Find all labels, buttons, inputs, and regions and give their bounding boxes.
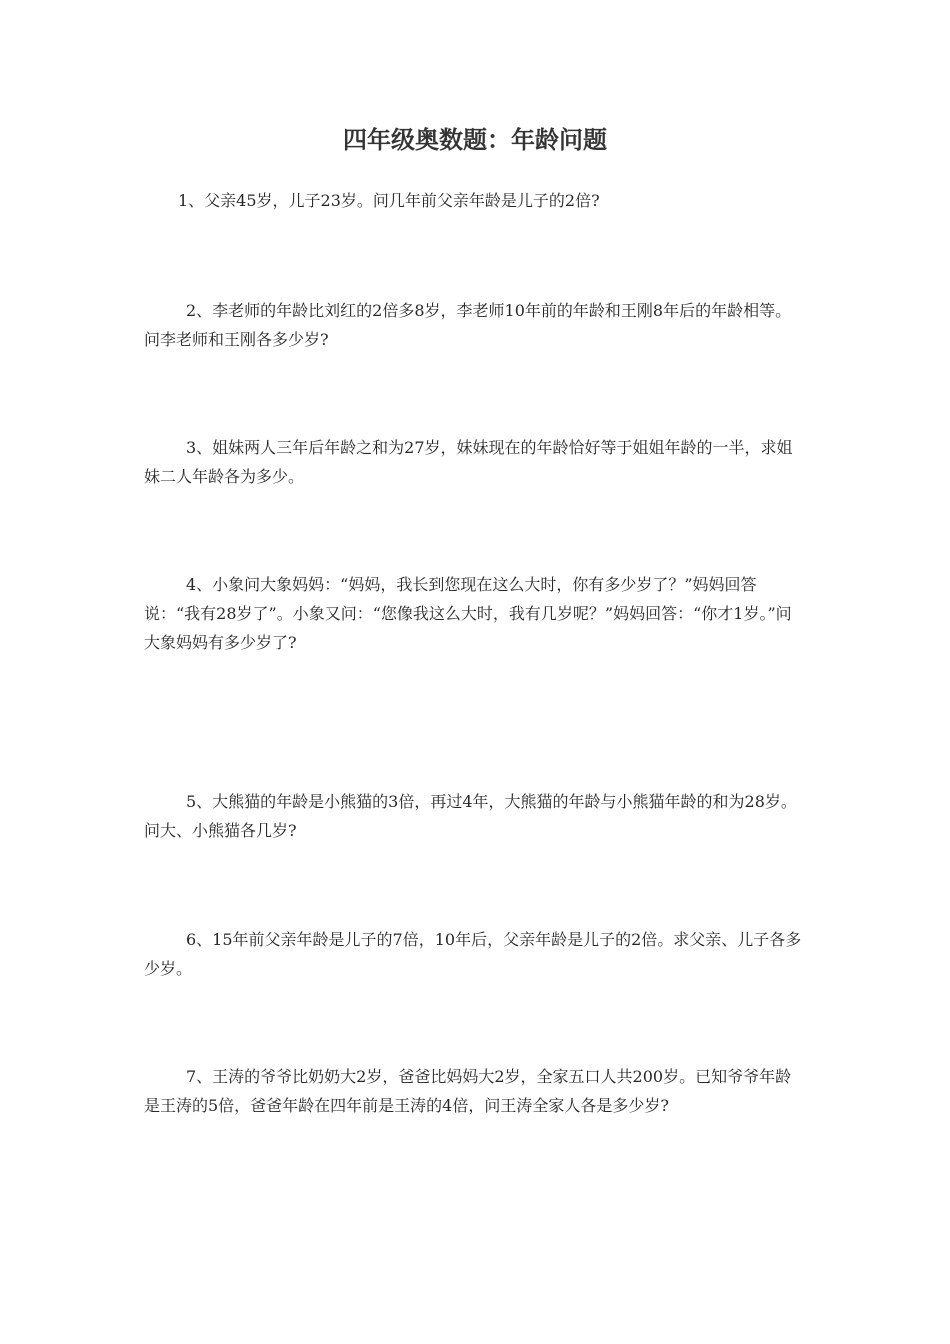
question-7: 7、王涛的爷爷比奶奶大2岁，爸爸比妈妈大2岁，全家五口人共200岁。已知爷爷年龄是王涛的5倍，爸爸年龄在四年前是王涛的4倍，问王涛全家人各是多少岁?: [144, 1067, 792, 1115]
question-2: 2、李老师的年龄比刘红的2倍多8岁，李老师10年前的年龄和王刚8年后的年龄相等。问李老师和王刚各多少岁?: [144, 301, 792, 349]
question-6: 6、15年前父亲年龄是儿子的7倍，10年后，父亲年龄是儿子的2倍。求父亲、儿子各多少岁。: [144, 930, 802, 978]
question-1: 1、父亲45岁，儿子23岁。问几年前父亲年龄是儿子的2倍?: [178, 191, 600, 210]
question-4: 4、小象问大象妈妈：“妈妈，我长到您现在这么大时，你有多少岁了？”妈妈回答说：“我有28岁了”。小象又问：“您像我这么大时，我有几岁呢？”妈妈回答：“你才1岁。”问大象妈妈有多少岁了?: [144, 575, 792, 652]
question-3: 3、姐妹两人三年后年龄之和为27岁，妹妹现在的年龄恰好等于姐姐年龄的一半，求姐妹二人年龄各为多少。: [144, 438, 793, 486]
page-title: 四年级奥数题：年龄问题: [343, 126, 607, 154]
question-5: 5、大熊猫的年龄是小熊猫的3倍，再过4年，大熊猫的年龄与小熊猫年龄的和为28岁。问大、小熊猫各几岁?: [144, 792, 797, 840]
